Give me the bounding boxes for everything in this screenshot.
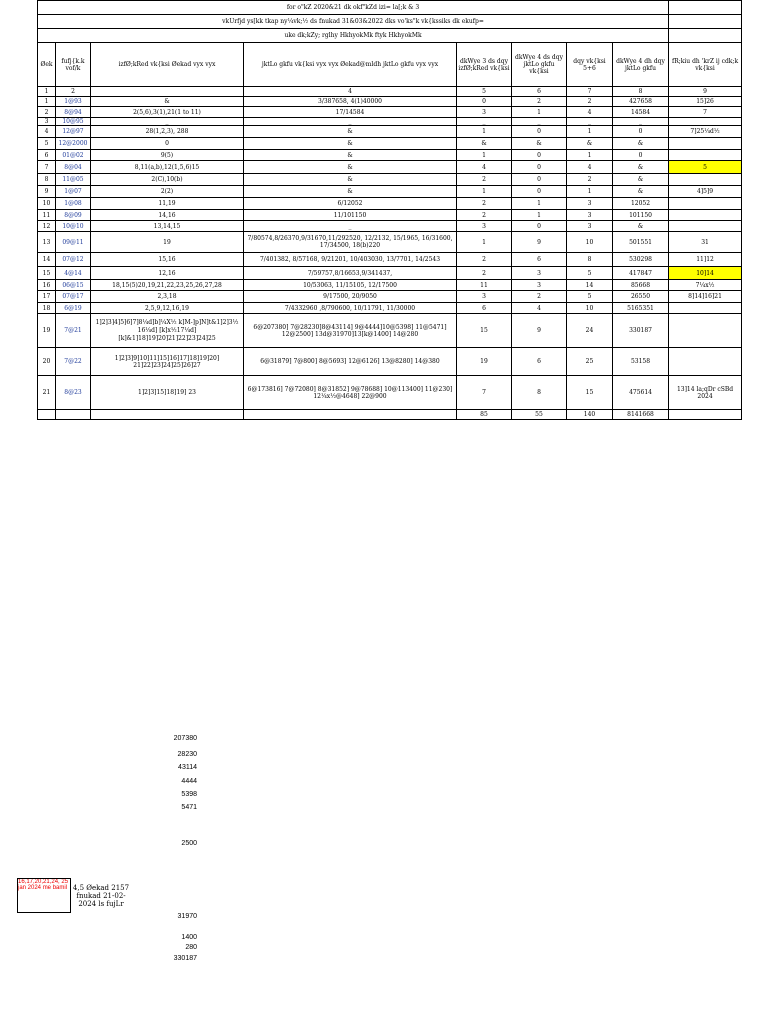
cell-rem: 15]26 — [669, 97, 742, 107]
cell-sno: 4 — [38, 126, 56, 138]
cell-period: 7@21 — [56, 314, 91, 348]
side-number: 5471 — [181, 804, 197, 811]
colnum: 4 — [244, 87, 457, 97]
cell-proc: 2(2) — [91, 186, 244, 198]
cell-c7: 3 — [567, 210, 613, 221]
cell-proc: 11,19 — [91, 198, 244, 210]
cell-rev: 11/101150 — [244, 210, 457, 221]
table-row — [38, 150, 742, 161]
cell-c6: 0 — [512, 221, 567, 232]
cell-c7: 2 — [567, 97, 613, 107]
cell-sno: 10 — [38, 198, 56, 210]
cell-rem — [669, 348, 742, 376]
cell-c6: 0 — [512, 161, 567, 174]
cell-c6: 0 — [512, 150, 567, 161]
cell-c5: 2 — [457, 174, 512, 186]
cell-rem: 13]14 la;qDr cSBd 2024 — [669, 376, 742, 410]
table-row — [38, 376, 742, 410]
cell-proc: 19 — [91, 232, 244, 253]
cell-c6: 4 — [512, 303, 567, 314]
cell-period: 11@05 — [56, 174, 91, 186]
cell-period: 8@09 — [56, 210, 91, 221]
cell-rev: 7/80574,8/26370,9/31670,11/292520, 12/2132, 15/1965, 16/31600, 17/34500, 18(b)220 — [244, 232, 457, 253]
cell-proc: 2(5,6),3(1),21(1 to 11) — [91, 107, 244, 118]
header-col7: dqy vk{ksi 5+6 — [567, 43, 613, 87]
empty-cell — [669, 410, 742, 420]
cell-c8: 53158 — [613, 348, 669, 376]
table-row — [38, 161, 742, 174]
cell-c8: 0 — [613, 126, 669, 138]
cell-rev: & — [244, 174, 457, 186]
cell-c7: 1 — [567, 150, 613, 161]
cell-proc: 2(C),10(b) — [91, 174, 244, 186]
cell-proc: 13,14,15 — [91, 221, 244, 232]
cell-rem — [669, 174, 742, 186]
cell-c8: 14584 — [613, 107, 669, 118]
red-note-box: 16,17,20,21,24, 25 jan 2024 me bamil — [17, 878, 71, 913]
cell-proc: 14,16 — [91, 210, 244, 221]
side-number: 207380 — [173, 735, 197, 742]
cell-c8: _ — [613, 118, 669, 126]
side-number: 2500 — [181, 840, 197, 847]
cell-sno: 6 — [38, 150, 56, 161]
cell-rem — [669, 198, 742, 210]
cell-c8: & — [613, 221, 669, 232]
cell-c8: 0 — [613, 150, 669, 161]
cell-rev: 17/14584 — [244, 107, 457, 118]
cell-c7: 4 — [567, 161, 613, 174]
cell-sno: 15 — [38, 267, 56, 280]
cell-c8: & — [613, 138, 669, 150]
cell-c6: 3 — [512, 280, 567, 291]
table-row — [38, 118, 742, 126]
side-number: 1400 — [181, 934, 197, 941]
colnum: 7 — [567, 87, 613, 97]
cell-c5: 2 — [457, 267, 512, 280]
cell-rev: 7/401382, 8/57168, 9/21201, 10/403030, 13/7701, 14/2543 — [244, 253, 457, 267]
cell-c5: 1 — [457, 150, 512, 161]
cell-c5: 3 — [457, 107, 512, 118]
colnum — [91, 87, 244, 97]
cell-c7: 1 — [567, 186, 613, 198]
header-col9: fR;kiu dh 'krZ ij cdk;k vk{ksi — [669, 43, 742, 87]
side-number: 31970 — [177, 913, 197, 920]
cell-rem — [669, 150, 742, 161]
header-col8: dkWye 4 dh dqy jktLo gkfu — [613, 43, 669, 87]
header-period: fufj{k.k vof/k — [56, 43, 91, 87]
cell-c6: 9 — [512, 232, 567, 253]
cell-rev: 6@173816] 7@72080] 8@31852] 9@78688] 10@113400] 11@230] 12¼x½@4648] 22@900 — [244, 376, 457, 410]
cell-period: 09@11 — [56, 232, 91, 253]
cell-sno: 8 — [38, 174, 56, 186]
title-line-1: for o"kZ 2020&21 dk okf"kZd izi= la[;k & 3 — [38, 1, 669, 15]
cell-c7: 1 — [567, 126, 613, 138]
cell-period: 10@95 — [56, 118, 91, 126]
cell-rem — [669, 314, 742, 348]
cell-c5: 4 — [457, 161, 512, 174]
table-row — [38, 291, 742, 303]
cell-c6: 1 — [512, 107, 567, 118]
cell-sno: 5 — [38, 138, 56, 150]
cell-rev: & — [244, 150, 457, 161]
empty-cell — [91, 410, 244, 420]
cell-c5: 3 — [457, 291, 512, 303]
cell-c5: 1 — [457, 186, 512, 198]
cell-rem: 8]14]16]21 — [669, 291, 742, 303]
colnum: 9 — [669, 87, 742, 97]
cell-c5: _ — [457, 118, 512, 126]
cell-proc: 28(1,2,3), 288 — [91, 126, 244, 138]
cell-sno: 17 — [38, 291, 56, 303]
cell-c6: _ — [512, 118, 567, 126]
cell-period: 8@94 — [56, 107, 91, 118]
cell-period: 1@07 — [56, 186, 91, 198]
cell-c6: 2 — [512, 97, 567, 107]
side-number: 28230 — [177, 751, 197, 758]
title-line-3: uke dk;kZy; rglhy HkhyokMk ftyk HkhyokMk — [38, 29, 669, 43]
table-row — [38, 107, 742, 118]
cell-c5: 2 — [457, 253, 512, 267]
cell-c7: 25 — [567, 348, 613, 376]
cell-c6: 1 — [512, 198, 567, 210]
cell-c5: 1 — [457, 126, 512, 138]
cell-proc: 2,5,9,12,16,19 — [91, 303, 244, 314]
total-c8: 8141668 — [613, 410, 669, 420]
cell-c5: 2 — [457, 210, 512, 221]
cell-period: 12@2000 — [56, 138, 91, 150]
cell-proc: 1]2]3]4]5]6]7]8¼d]b]¼X½ k]M-]p]N]t&1]2]3½ 16¼d] [k]x½17¼d] [k]&1]18]19]20]21]22]23]24]25 — [91, 314, 244, 348]
cell-c8: 330187 — [613, 314, 669, 348]
colnum: 1 — [38, 87, 56, 97]
cell-c6: 0 — [512, 174, 567, 186]
cell-period: 10@10 — [56, 221, 91, 232]
table-row — [38, 126, 742, 138]
empty-cell — [56, 410, 91, 420]
cell-rem — [669, 118, 742, 126]
cell-rev: 3/387658, 4(1)40000 — [244, 97, 457, 107]
cell-c7: & — [567, 138, 613, 150]
totals-row — [38, 410, 742, 420]
cell-period: 1@93 — [56, 97, 91, 107]
cell-period: 07@12 — [56, 253, 91, 267]
cell-c6: 3 — [512, 267, 567, 280]
cell-c6: 9 — [512, 314, 567, 348]
cell-rem: 4]5]9 — [669, 186, 742, 198]
empty-cell — [244, 410, 457, 420]
cell-c7: 10 — [567, 232, 613, 253]
cell-c8: 101150 — [613, 210, 669, 221]
cell-c5: 15 — [457, 314, 512, 348]
title-line-2: vkUrfjd ys[kk tkap ny¼vk;½ ds fnukad 31&03&2022 dks vo'ks"k vk{kssiks dk ekufp= — [38, 15, 669, 29]
cell-c8: 12052 — [613, 198, 669, 210]
cell-sno: 12 — [38, 221, 56, 232]
cell-rem: 7 — [669, 107, 742, 118]
cell-c7: 14 — [567, 280, 613, 291]
table-row — [38, 186, 742, 198]
audit-table — [37, 0, 742, 420]
cell-rem: 11]12 — [669, 253, 742, 267]
cell-rem: 5 — [669, 161, 742, 174]
cell-c8: & — [613, 186, 669, 198]
cell-sno: 16 — [38, 280, 56, 291]
cell-c8: 501551 — [613, 232, 669, 253]
cell-sno: 7 — [38, 161, 56, 174]
colnum: 6 — [512, 87, 567, 97]
side-number: 4444 — [181, 778, 197, 785]
cell-sno: 21 — [38, 376, 56, 410]
table-row — [38, 97, 742, 107]
cell-rem — [669, 138, 742, 150]
cell-c6: 0 — [512, 126, 567, 138]
cell-rem: 7¼x½ — [669, 280, 742, 291]
cell-c7: 5 — [567, 267, 613, 280]
cell-proc: 9(5) — [91, 150, 244, 161]
header-col6: dkWye 4 ds dqy jktLo gkfu vk{ksi — [512, 43, 567, 87]
cell-c6: 0 — [512, 186, 567, 198]
empty-cell — [38, 410, 56, 420]
cell-c7: 15 — [567, 376, 613, 410]
side-number: 43114 — [178, 764, 197, 771]
table-row — [38, 303, 742, 314]
cell-rev: & — [244, 161, 457, 174]
colnum: 2 — [56, 87, 91, 97]
cell-rev: 7/4332960 ,8/790600, 10/11791, 11/30000 — [244, 303, 457, 314]
cell-c7: 3 — [567, 221, 613, 232]
cell-c8: & — [613, 174, 669, 186]
cell-period: 6@19 — [56, 303, 91, 314]
cell-period: 06@15 — [56, 280, 91, 291]
cell-c7: 2 — [567, 174, 613, 186]
header-sno: Øek — [38, 43, 56, 87]
cell-period: 1@08 — [56, 198, 91, 210]
table-row — [38, 232, 742, 253]
cell-c6: 6 — [512, 253, 567, 267]
side-number: 330187 — [173, 955, 197, 962]
cell-c8: 427658 — [613, 97, 669, 107]
cell-c5: 7 — [457, 376, 512, 410]
cell-sno: 18 — [38, 303, 56, 314]
total-c7: 140 — [567, 410, 613, 420]
cell-c5: 0 — [457, 97, 512, 107]
table-row — [38, 280, 742, 291]
cell-c5: 19 — [457, 348, 512, 376]
cell-c5: 2 — [457, 198, 512, 210]
cell-rem: 10]14 — [669, 267, 742, 280]
cell-c7: 24 — [567, 314, 613, 348]
cell-rev: & — [244, 186, 457, 198]
table-row — [38, 267, 742, 280]
cell-rev: 6/12052 — [244, 198, 457, 210]
cell-sno: 14 — [38, 253, 56, 267]
cell-sno: 13 — [38, 232, 56, 253]
header-procedural: izfØ;kRed vk{ksi Øekad vyx vyx — [91, 43, 244, 87]
cell-period: 01@02 — [56, 150, 91, 161]
cell-c6: 1 — [512, 210, 567, 221]
cell-c5: 11 — [457, 280, 512, 291]
cell-sno: 2 — [38, 107, 56, 118]
cell-c5: 1 — [457, 232, 512, 253]
colnum: 8 — [613, 87, 669, 97]
cell-proc: _ — [91, 118, 244, 126]
cell-period: 07@17 — [56, 291, 91, 303]
colnum: 5 — [457, 87, 512, 97]
cell-sno: 19 — [38, 314, 56, 348]
table-row — [38, 314, 742, 348]
cell-proc: 1]2]3]15]18]19] 23 — [91, 376, 244, 410]
cell-proc: 0 — [91, 138, 244, 150]
cell-c8: 5165351 — [613, 303, 669, 314]
withdrawn-note: 4,5 Øekad 2157 fnukad 21-02-2024 ls fujLr — [72, 884, 130, 908]
cell-rev: 9/17500, 20/9050 — [244, 291, 457, 303]
cell-sno: 9 — [38, 186, 56, 198]
cell-c6: 8 — [512, 376, 567, 410]
header-col5: dkWye 3 ds dqy izfØ;kRed vk{ksi — [457, 43, 512, 87]
cell-rev: _ — [244, 118, 457, 126]
cell-c5: & — [457, 138, 512, 150]
table-row — [38, 253, 742, 267]
cell-rev: _ — [244, 221, 457, 232]
table-row — [38, 210, 742, 221]
side-number: 280 — [185, 944, 197, 951]
cell-proc: & — [91, 97, 244, 107]
total-c6: 55 — [512, 410, 567, 420]
cell-rev: 7/59757,8/16653,9/341437, — [244, 267, 457, 280]
table-row — [38, 138, 742, 150]
cell-sno: 1 — [38, 97, 56, 107]
cell-proc: 1]2]3]9]10]11]15]16]17]18]19]20] 21]22]23]24]25]26]27 — [91, 348, 244, 376]
cell-period: 8@23 — [56, 376, 91, 410]
cell-rev: 6@31879] 7@800] 8@5693] 12@6126] 13@8280] 14@380 — [244, 348, 457, 376]
cell-proc: 18,15(5)20,19,21,22,23,25,26,27,28 — [91, 280, 244, 291]
table-row — [38, 348, 742, 376]
cell-c7: 10 — [567, 303, 613, 314]
cell-proc: 8,11(a,b),12(1,5,6)15 — [91, 161, 244, 174]
cell-rem — [669, 303, 742, 314]
cell-c6: 6 — [512, 348, 567, 376]
cell-c6: 2 — [512, 291, 567, 303]
cell-period: 8@04 — [56, 161, 91, 174]
cell-rev: & — [244, 138, 457, 150]
cell-sno: 20 — [38, 348, 56, 376]
cell-proc: 2,3,18 — [91, 291, 244, 303]
header-revenue: jktLo gkfu vk{ksi vyx vyx Øekad@mldh jktLo gkfu vyx vyx — [244, 43, 457, 87]
cell-rev: 10/53063, 11/15105, 12/17500 — [244, 280, 457, 291]
cell-c8: 417847 — [613, 267, 669, 280]
cell-rem: 7]25¼d½ — [669, 126, 742, 138]
cell-c8: 475614 — [613, 376, 669, 410]
cell-rem: 31 — [669, 232, 742, 253]
table-row — [38, 221, 742, 232]
cell-rev: & — [244, 126, 457, 138]
cell-c5: 6 — [457, 303, 512, 314]
cell-period: 12@97 — [56, 126, 91, 138]
cell-sno: 11 — [38, 210, 56, 221]
cell-c7: 4 — [567, 107, 613, 118]
table-row — [38, 198, 742, 210]
cell-proc: 12,16 — [91, 267, 244, 280]
cell-rem — [669, 221, 742, 232]
side-number: 5398 — [181, 791, 197, 798]
cell-c7: 8 — [567, 253, 613, 267]
table-row — [38, 174, 742, 186]
cell-proc: 15,16 — [91, 253, 244, 267]
cell-c8: 530298 — [613, 253, 669, 267]
cell-c8: 26550 — [613, 291, 669, 303]
cell-period: 4@14 — [56, 267, 91, 280]
cell-c5: 3 — [457, 221, 512, 232]
cell-period: 7@22 — [56, 348, 91, 376]
cell-rev: 6@207380] 7@28230]8@43114] 9@4444]10@5398] 11@5471] 12@2500] 13d@31970]13[k@1400] 14@280 — [244, 314, 457, 348]
cell-c7: 5 — [567, 291, 613, 303]
cell-c8: 85668 — [613, 280, 669, 291]
cell-sno: 3 — [38, 118, 56, 126]
cell-c7: _ — [567, 118, 613, 126]
cell-rem — [669, 210, 742, 221]
cell-c7: 3 — [567, 198, 613, 210]
cell-c8: & — [613, 161, 669, 174]
cell-c6: & — [512, 138, 567, 150]
total-c5: 85 — [457, 410, 512, 420]
